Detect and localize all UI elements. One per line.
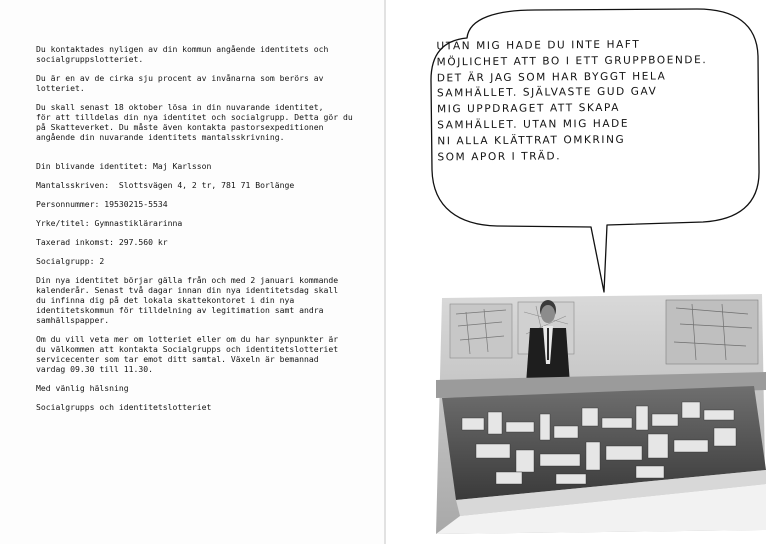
speech-bubble-text xyxy=(436,37,757,166)
architect-with-city-model-photo xyxy=(436,294,766,534)
new-identity-field: Din blivande identitet: Maj Karlsson xyxy=(36,161,212,171)
bubble-line: UTAN MIG HADE DU INTE HAFT xyxy=(436,38,641,53)
social-group-field: Socialgrupp: 2 xyxy=(36,256,105,266)
bubble-line: SAMHÄLLET. SJÄLVASTE GUD GAV xyxy=(436,85,658,100)
bubble-line: MÖJLICHET ATT BO I ETT GRUPPBOENDE. xyxy=(436,53,708,69)
personal-number-field: Personnummer: 19530215-5534 xyxy=(36,199,168,209)
bubble-line: DET ÄR JAG SOM HAR BYGGT HELA xyxy=(436,69,667,84)
letter-paragraph: Du kontaktades nyligen av din kommun angående identitets och socialgruppslotteriet. xyxy=(36,44,329,64)
letter-paragraph: Du skall senast 18 oktober lösa in din nuvarande identitet, för att tilldelas din nya identitet och socialgrupp. Detta gör du på Skatteverket. Du måste även kontakta pastorsexpeditionen angående din nuvarande identitets mantalsskrivning. xyxy=(36,102,353,142)
lottery-letter xyxy=(36,44,376,421)
letter-paragraph: Du är en av de cirka sju procent av invånarna som berörs av lotteriet. xyxy=(36,73,324,93)
bubble-line: MIG UPPDRAGET ATT SKAPA xyxy=(437,101,621,116)
letter-signature: Socialgrupps och identitetslotteriet xyxy=(36,402,212,412)
letter-closing: Med vänlig hälsning xyxy=(36,383,129,393)
bubble-line: SAMHÄLLET. UTAN MIG HADE xyxy=(437,117,630,132)
taxed-income-field: Taxerad inkomst: 297.560 kr xyxy=(36,237,168,247)
bubble-line: NI ALLA KLÄTTRAT OMKRING xyxy=(437,133,626,148)
occupation-field: Yrke/titel: Gymnastiklärarinna xyxy=(36,218,183,228)
letter-paragraph: Om du vill veta mer om lotteriet eller om du har synpunkter är du välkommen att kontakta Socialgrupps och identitetslotteriet servicecenter som tar emot ditt samtal. Växeln är bemannad vardag 09.30 till 11.30. xyxy=(36,334,339,374)
registered-address-field: Mantalsskriven: Slottsvägen 4, 2 tr, 781 71 Borlänge xyxy=(36,180,295,190)
letter-paragraph: Din nya identitet börjar gälla från och med 2 januari kommande kalenderår. Senast två dagar innan din nya identitetsdag skall du infinna dig på det lokala skattekontoret i din nya identitetskommun för tilldelning av legitimation samt andra samhällspapper. xyxy=(36,275,339,325)
bubble-line: SOM APOR I TRÄD. xyxy=(437,149,562,163)
